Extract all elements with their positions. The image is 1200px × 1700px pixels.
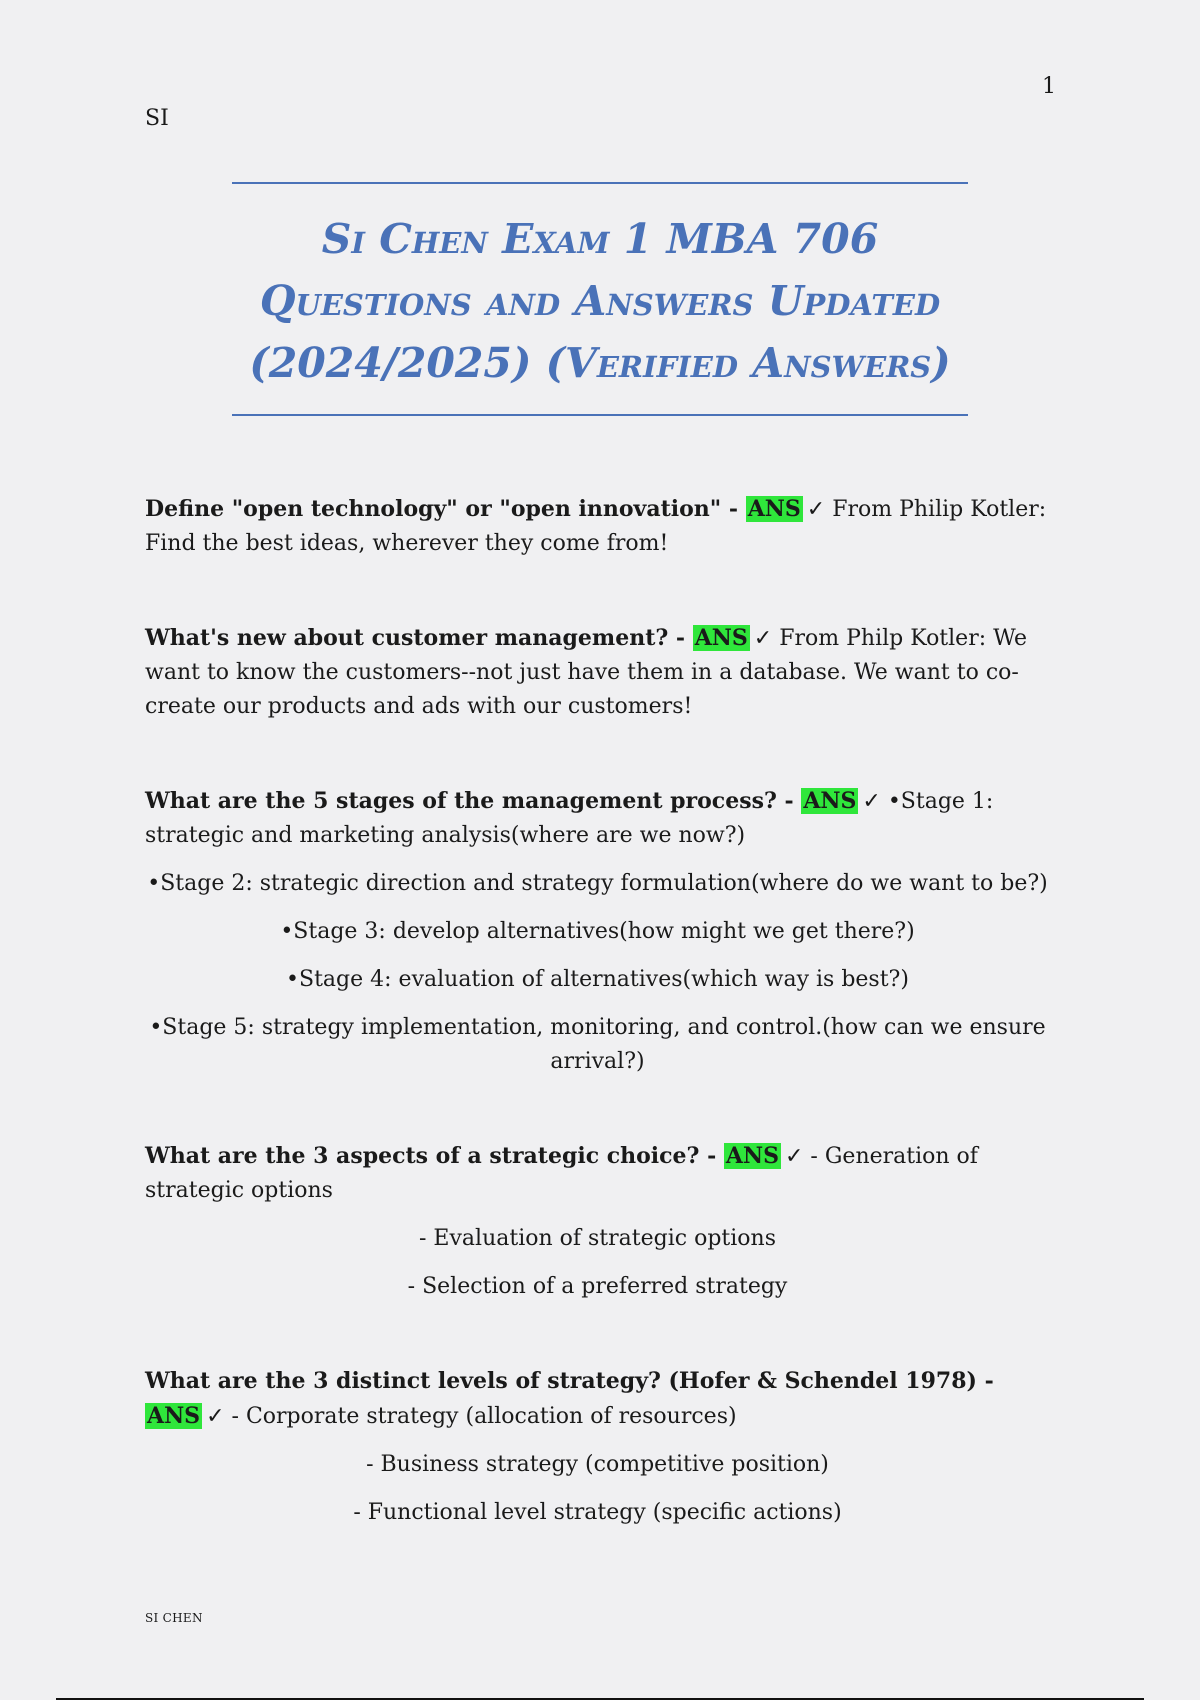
title-block — [232, 182, 968, 416]
page-header: SI — [145, 106, 169, 131]
qa-question-line — [145, 492, 1050, 561]
answer-tag: ANS — [725, 1143, 779, 1169]
answer-tag: ANS — [747, 496, 801, 522]
question-separator: - — [699, 1143, 724, 1169]
answer-continuation: •Stage 5: strategy implementation, monitoring, and control.(how can we ensure arrival?) — [149, 1015, 1046, 1074]
answer-continuation: •Stage 3: develop alternatives(how might we get there?) — [280, 919, 915, 944]
answer-continuation: - Selection of a preferred strategy — [407, 1274, 788, 1299]
answer-text: •Stage 1: strategic and marketing analysis(where are we now?) — [145, 789, 994, 848]
answer-continuation: •Stage 4: evaluation of alternatives(which way is best?) — [286, 967, 909, 992]
title-line-3: (2024/2025) (Verified Answers) — [249, 339, 951, 387]
question-text: What's new about customer management? — [145, 625, 669, 651]
qa-item — [145, 1364, 1050, 1530]
answer-text: - Generation of strategic options — [145, 1144, 978, 1203]
answer-tag: ANS — [694, 625, 748, 651]
title-bottom-rule — [232, 414, 968, 416]
checkmark-icon: ✓ — [806, 497, 826, 522]
question-separator: - — [776, 788, 802, 814]
answer-text: From Philip Kotler: Find the best ideas, wherever they come from! — [145, 497, 1047, 556]
checkmark-icon: ✓ — [206, 1404, 225, 1429]
question-text: What are the 3 distinct levels of strategy? (Hofer & Schendel 1978) — [145, 1368, 977, 1394]
answer-text: - Corporate strategy (allocation of resources) — [231, 1404, 737, 1429]
answer-continuation: - Functional level strategy (specific actions) — [353, 1500, 842, 1525]
page-footer: SI CHEN — [145, 1611, 203, 1625]
qa-item — [145, 621, 1050, 724]
document-title — [232, 208, 968, 394]
title-line-2: Questions and Answers Updated — [259, 277, 941, 325]
answer-text: From Philp Kotler: We want to know the customers--not just have them in a database. We want to co-create our products and ads with our customers! — [145, 626, 1027, 719]
qa-question-line — [145, 1364, 1050, 1434]
answer-continuation: - Evaluation of strategic options — [419, 1226, 776, 1251]
qa-item — [145, 492, 1050, 561]
checkmark-icon: ✓ — [862, 789, 881, 814]
question-separator: - — [976, 1368, 994, 1394]
qa-item — [145, 1139, 1050, 1304]
question-separator: - — [721, 496, 746, 522]
answer-continuation: - Business strategy (competitive position) — [366, 1452, 829, 1477]
page-number: 1 — [1042, 74, 1056, 99]
title-line-1: Si Chen Exam 1 MBA 706 — [321, 215, 879, 263]
checkmark-icon: ✓ — [753, 626, 773, 651]
answer-tag: ANS — [803, 788, 857, 814]
question-separator: - — [668, 625, 693, 651]
title-top-rule — [232, 182, 968, 184]
qa-question-line — [145, 1139, 1050, 1208]
qa-list — [145, 492, 1050, 1590]
answer-tag: ANS — [147, 1403, 201, 1429]
question-text: What are the 3 aspects of a strategic choice? — [145, 1143, 700, 1169]
checkmark-icon: ✓ — [784, 1144, 804, 1169]
question-text: Define "open technology" or "open innovation" — [145, 496, 722, 522]
qa-question-line — [145, 621, 1050, 724]
answer-continuation: •Stage 2: strategic direction and strategy formulation(where do we want to be?) — [147, 871, 1048, 896]
qa-item — [145, 784, 1050, 1079]
qa-question-line — [145, 784, 1050, 853]
question-text: What are the 5 stages of the management process? — [145, 788, 777, 814]
